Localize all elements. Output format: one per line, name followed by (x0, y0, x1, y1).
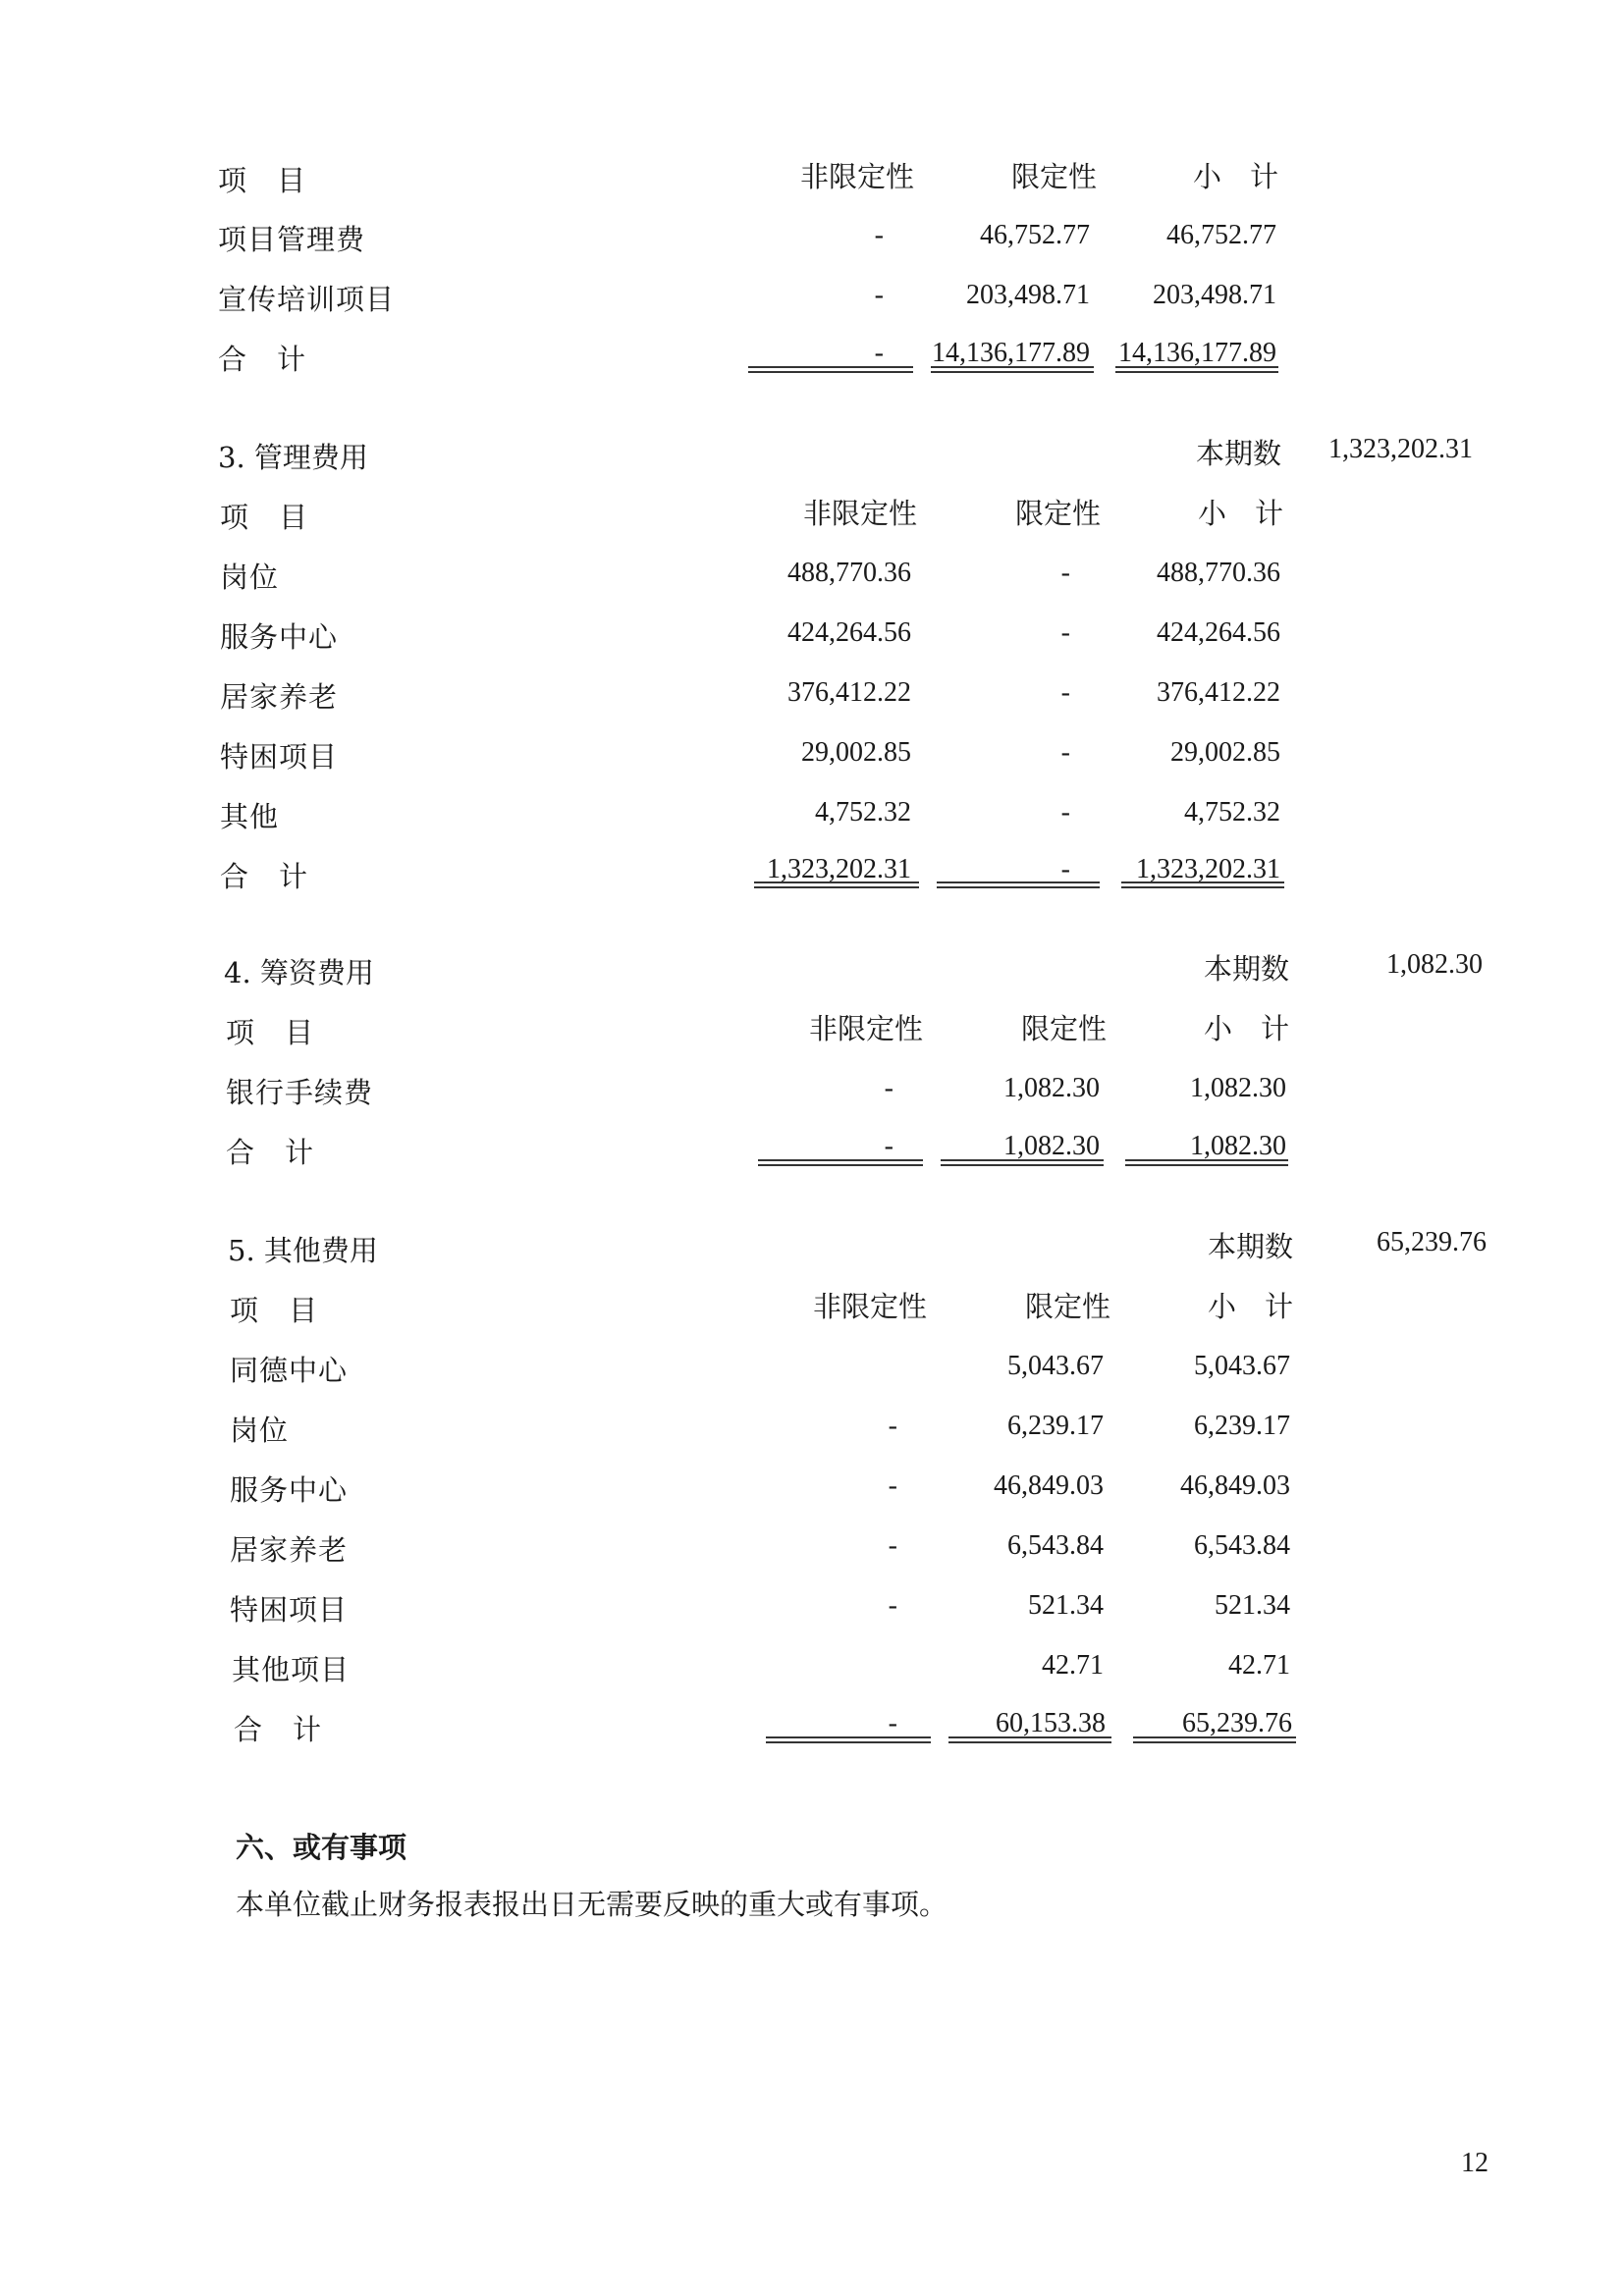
cell-restricted: 46,849.03 (994, 1470, 1104, 1501)
cell-subtotal: 424,264.56 (1157, 617, 1280, 648)
cell-restricted: 1,082.30 (1003, 1131, 1100, 1161)
cell-subtotal: 4,752.32 (1184, 797, 1280, 828)
header-restricted: 限定性 (1021, 1012, 1108, 1045)
total-underline (1125, 1159, 1288, 1166)
cell-subtotal: 521.34 (1215, 1590, 1290, 1621)
cell-subtotal: 5,043.67 (1194, 1351, 1290, 1381)
cell-unrestricted: - (874, 338, 884, 368)
row-label: 岗位 (220, 561, 280, 594)
cell-subtotal: 1,082.30 (1190, 1073, 1286, 1103)
row-label: 特困项目 (220, 740, 339, 774)
page-number: 12 (1461, 2148, 1489, 2178)
row-label: 宣传培训项目 (218, 283, 396, 316)
header-subtotal: 小 计 (1208, 1290, 1294, 1323)
cell-restricted: 14,136,177.89 (932, 338, 1090, 368)
header-item: 项 目 (218, 164, 307, 197)
total-underline (1133, 1736, 1296, 1743)
cell-restricted: 60,153.38 (996, 1708, 1106, 1738)
cell-subtotal: 6,239.17 (1194, 1411, 1290, 1441)
period-label: 本期数 (1208, 1230, 1294, 1263)
cell-subtotal: 42.71 (1228, 1650, 1290, 1681)
cell-unrestricted: 376,412.22 (787, 677, 911, 708)
cell-restricted: - (1060, 737, 1070, 768)
header-unrestricted: 非限定性 (803, 497, 918, 530)
cell-subtotal: 14,136,177.89 (1118, 338, 1276, 368)
period-label: 本期数 (1196, 437, 1282, 470)
cell-subtotal: 29,002.85 (1170, 737, 1280, 768)
row-label-total: 合 计 (218, 343, 307, 376)
cell-unrestricted: - (874, 280, 884, 310)
period-value: 1,082.30 (1386, 949, 1483, 980)
cell-unrestricted: 424,264.56 (787, 617, 911, 648)
cell-restricted: 203,498.71 (966, 280, 1090, 310)
header-restricted: 限定性 (1025, 1290, 1111, 1323)
cell-restricted: 42.71 (1042, 1650, 1104, 1681)
row-label-total: 合 计 (226, 1136, 315, 1169)
cell-restricted: 521.34 (1028, 1590, 1104, 1621)
row-label: 同德中心 (230, 1354, 349, 1387)
cell-unrestricted: - (888, 1530, 897, 1561)
cell-unrestricted: 29,002.85 (801, 737, 911, 768)
header-subtotal: 小 计 (1204, 1012, 1290, 1045)
cell-unrestricted: 4,752.32 (815, 797, 911, 828)
cell-unrestricted: - (884, 1073, 893, 1103)
header-item: 项 目 (230, 1294, 319, 1327)
cell-restricted: - (1060, 558, 1070, 588)
total-underline (758, 1159, 923, 1166)
cell-restricted: - (1060, 617, 1070, 648)
row-label: 其他 (220, 800, 280, 833)
total-underline (948, 1736, 1111, 1743)
header-item: 项 目 (220, 501, 309, 534)
cell-subtotal: 46,849.03 (1180, 1470, 1290, 1501)
cell-subtotal: 65,239.76 (1182, 1708, 1292, 1738)
cell-subtotal: 203,498.71 (1153, 280, 1276, 310)
period-value: 1,323,202.31 (1328, 434, 1473, 464)
section-title: 5. 其他费用 (228, 1234, 378, 1267)
total-underline (941, 1159, 1104, 1166)
cell-unrestricted: - (888, 1411, 897, 1441)
row-label: 岗位 (230, 1414, 290, 1447)
cell-subtotal: 1,082.30 (1190, 1131, 1286, 1161)
cell-restricted: - (1060, 797, 1070, 828)
cell-unrestricted: - (884, 1131, 893, 1161)
header-unrestricted: 非限定性 (809, 1012, 924, 1045)
cell-restricted: - (1060, 854, 1070, 884)
header-subtotal: 小 计 (1193, 160, 1279, 193)
total-underline (748, 366, 913, 373)
header-restricted: 限定性 (1011, 160, 1098, 193)
cell-subtotal: 488,770.36 (1157, 558, 1280, 588)
row-label: 特困项目 (230, 1593, 349, 1627)
cell-unrestricted: - (888, 1470, 897, 1501)
header-unrestricted: 非限定性 (800, 160, 915, 193)
header-item: 项 目 (226, 1016, 315, 1049)
cell-subtotal: 6,543.84 (1194, 1530, 1290, 1561)
row-label: 其他项目 (232, 1653, 351, 1686)
cell-restricted: - (1060, 677, 1070, 708)
row-label: 居家养老 (230, 1533, 349, 1567)
total-underline (1115, 366, 1278, 373)
cell-subtotal: 46,752.77 (1166, 220, 1276, 250)
cell-restricted: 5,043.67 (1007, 1351, 1104, 1381)
cell-restricted: 6,239.17 (1007, 1411, 1104, 1441)
cell-restricted: 1,082.30 (1003, 1073, 1100, 1103)
section-text: 本单位截止财务报表报出日无需要反映的重大或有事项。 (236, 1888, 948, 1921)
row-label: 居家养老 (220, 680, 339, 714)
cell-unrestricted: 488,770.36 (787, 558, 911, 588)
total-underline (754, 881, 919, 888)
period-label: 本期数 (1204, 952, 1290, 986)
header-subtotal: 小 计 (1198, 497, 1284, 530)
row-label: 银行手续费 (226, 1076, 374, 1109)
row-label: 服务中心 (220, 620, 339, 654)
header-unrestricted: 非限定性 (813, 1290, 928, 1323)
total-underline (931, 366, 1094, 373)
row-label: 服务中心 (230, 1473, 349, 1507)
cell-unrestricted: 1,323,202.31 (767, 854, 911, 884)
header-restricted: 限定性 (1015, 497, 1102, 530)
row-label: 项目管理费 (218, 223, 366, 256)
cell-unrestricted: - (874, 220, 884, 250)
cell-restricted: 46,752.77 (980, 220, 1090, 250)
period-value: 65,239.76 (1377, 1227, 1487, 1257)
section-title: 3. 管理费用 (218, 441, 368, 474)
cell-subtotal: 1,323,202.31 (1136, 854, 1280, 884)
cell-subtotal: 376,412.22 (1157, 677, 1280, 708)
row-label-total: 合 计 (220, 860, 309, 893)
section-heading: 六、或有事项 (236, 1831, 407, 1864)
cell-unrestricted: - (888, 1708, 897, 1738)
row-label-total: 合 计 (234, 1713, 323, 1746)
section-title: 4. 筹资费用 (224, 956, 374, 989)
total-underline (937, 881, 1100, 888)
cell-unrestricted: - (888, 1590, 897, 1621)
total-underline (1121, 881, 1284, 888)
cell-restricted: 6,543.84 (1007, 1530, 1104, 1561)
total-underline (766, 1736, 931, 1743)
